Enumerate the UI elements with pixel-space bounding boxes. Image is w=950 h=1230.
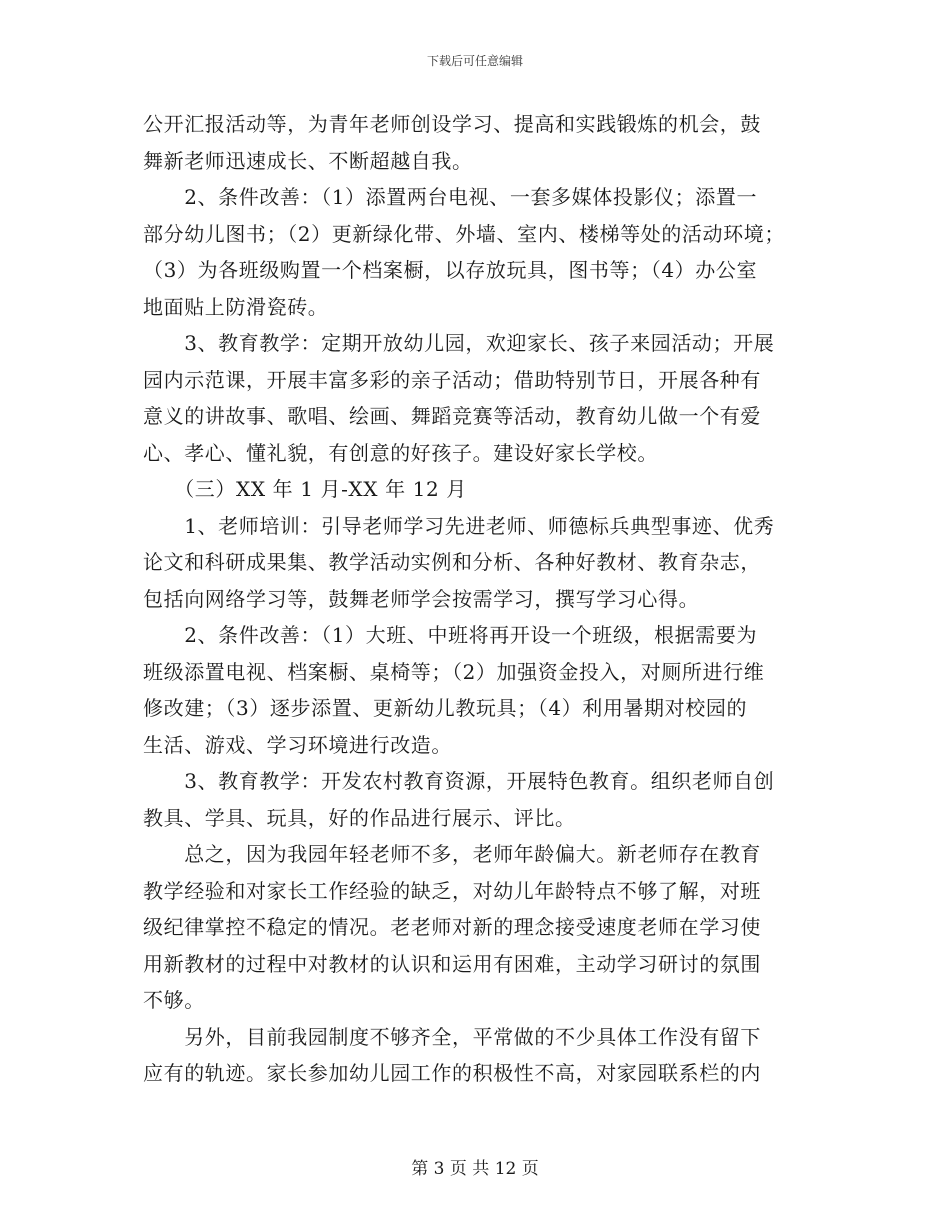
- text-line: 公开汇报活动等，为青年老师创设学习、提高和实践锻炼的机会，鼓: [143, 112, 761, 136]
- text-line: 舞新老师迅速成长、不断超越自我。: [143, 148, 473, 173]
- text-line: 意义的讲故事、歌唱、绘画、舞蹈竞赛等活动，教育幼儿做一个有爱: [143, 404, 761, 428]
- text-line: 论文和科研成果集、教学活动实例和分析、各种好教材、教育杂志，: [143, 550, 761, 574]
- text-line: 包括向网络学习等，鼓舞老师学会按需学习，撰写学习心得。: [143, 586, 700, 611]
- text-line: 另外，目前我园制度不够齐全，平常做的不少具体工作没有留下: [143, 1024, 761, 1049]
- document-body: [143, 106, 823, 1092]
- text-line: 修改建；（3）逐步添置、更新幼儿教玩具；（4）利用暑期对校园的: [143, 696, 748, 720]
- page-footer: 第 3 页 共 12 页: [411, 1159, 539, 1179]
- text-line: 用新教材的过程中对教材的认识和运用有困难，主动学习研讨的氛围: [143, 951, 761, 976]
- text-line: 不够。: [143, 988, 205, 1012]
- text-line: 总之，因为我园年轻老师不多，老师年龄偏大。新老师存在教育: [143, 842, 761, 866]
- text-line: 地面贴上防滑瓷砖。: [143, 294, 329, 319]
- text-line: 应有的轨迹。家长参加幼儿园工作的积极性不高，对家园联系栏的内: [143, 1061, 761, 1085]
- text-line: 3、教育教学：开发农村教育资源，开展特色教育。组织老师自创: [143, 769, 775, 793]
- page-header: 下载后可任意编辑: [426, 54, 523, 68]
- text-line: 生活、游戏、学习环境进行改造。: [143, 732, 452, 757]
- text-line: 部分幼儿图书；（2）更新绿化带、外墙、室内、楼梯等处的活动环境；: [143, 221, 785, 246]
- text-line: 级纪律掌控不稳定的情况。老老师对新的理念接受速度老师在学习使: [143, 915, 761, 939]
- text-line: 园内示范课，开展丰富多彩的亲子活动；借助特别节日，开展各种有: [143, 367, 761, 392]
- text-line: 2、条件改善：（1）添置两台电视、一套多媒体投影仪；添置一: [143, 185, 758, 209]
- text-line: 教具、学具、玩具，好的作品进行展示、评比。: [143, 805, 576, 830]
- text-line: （三）XX 年 1 月-XX 年 12 月: [143, 477, 467, 501]
- text-line: 1、老师培训：引导老师学习先进老师、师德标兵典型事迹、优秀: [143, 513, 775, 538]
- text-line: 2、条件改善：（1）大班、中班将再开设一个班级，根据需要为: [143, 623, 758, 647]
- text-line: 心、孝心、懂礼貌，有创意的好孩子。建设好家长学校。: [143, 440, 658, 465]
- text-line: 班级添置电视、档案橱、桌椅等；（2）加强资金投入，对厕所进行维: [143, 659, 765, 684]
- text-line: 教学经验和对家长工作经验的缺乏，对幼儿年龄特点不够了解，对班: [143, 878, 761, 903]
- text-line: 3、教育教学：定期开放幼儿园，欢迎家长、孩子来园活动；开展: [143, 331, 775, 355]
- text-line: （3）为各班级购置一个档案橱，以存放玩具，图书等；（4）办公室: [143, 258, 758, 282]
